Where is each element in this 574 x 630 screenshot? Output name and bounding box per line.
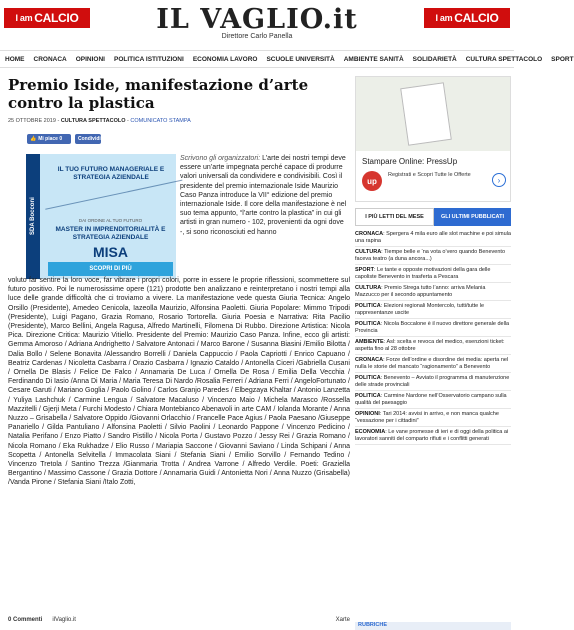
chevron-right-icon[interactable]: › [492,173,506,187]
news-text: : Nicola Boccalone è il nuovo direttore generale della Provincia [355,320,510,334]
news-text: : Carmine Nardone nell’Osservatorio campano sulla qualità del paesaggio [355,392,507,406]
site-subtitle: Direttore Carlo Panella [221,33,293,40]
source-label: ilVaglio.it [52,617,76,623]
news-text: : Tiempe belle e ‘na vota o’vero quando Benevento faceva teatro (a duna ancora...) [355,248,506,262]
list-item[interactable] [355,283,511,301]
ad-cta-button[interactable]: SCOPRI DI PIÙ [48,262,173,276]
pressup-desc: Registrati e Scopri Tutte le Offerte [388,172,471,178]
list-item[interactable] [355,229,511,247]
ad-brand: SDA Bocconi [26,154,40,279]
pressup-logo: up [362,171,382,191]
news-category: POLITICA [355,320,381,327]
news-text: : Le vane promesse di ieri e di oggi della politica ai lavoratori sanniti del comparto rifiuti e i conflitti generati [355,428,509,442]
site-logo[interactable]: IL VAGLIO.it [156,4,358,35]
news-text: : Benevento – Avviato il programma di manutenzione delle strade provinciali [355,374,510,388]
share-label: Condividi [78,136,101,142]
site-header [0,0,514,44]
article-title: Premio Iside, manifestazione d’arte contro la plastica [8,76,309,112]
nav-cultura[interactable]: CULTURA SPETTACOLO [465,55,543,63]
list-item[interactable] [355,373,511,391]
ad-image [356,77,510,151]
nav-economia[interactable]: ECONOMIA LAVORO [192,55,258,63]
news-text: : Le tante e opposte motivazioni della gara delle capoliste Benevento in trasferta a Pescara [355,266,491,280]
news-text: : Premio Strega tutto l’anno: arriva Melania Mazzucco per il secondo appuntamento [355,284,486,298]
article-type[interactable]: COMUNICATO STAMPA [130,118,191,124]
news-category: AMBIENTE [355,338,384,345]
list-item[interactable] [355,409,511,427]
tab-most-read[interactable]: I PIÙ LETTI DEL MESE [355,208,434,226]
nav-sport[interactable]: SPORT [551,55,574,63]
meta-separator: - [57,118,60,124]
article-intro [180,154,350,237]
list-item[interactable] [355,301,511,319]
article-category[interactable]: CULTURA SPETTACOLO [60,118,126,124]
news-category: CRONACA [355,356,384,363]
nav-cronaca[interactable]: CRONACA [33,55,67,63]
nav-home[interactable]: HOME [5,55,25,63]
calcio-promo-right[interactable] [424,8,510,28]
facebook-like-button[interactable] [27,134,71,144]
thumb-icon: 👍 [30,136,37,142]
news-category: ECONOMIA [355,428,386,435]
list-item[interactable] [355,337,511,355]
sidebar-tabs [355,208,511,226]
pressup-title[interactable]: Stampare Online: PressUp [362,157,458,166]
ad-name: MISA [93,244,128,260]
ad-course: MASTER IN IMPRENDITORIALITÀ E STRATEGIA AZIENDALE [55,226,166,241]
bocconi-ad[interactable] [26,154,176,279]
ad-sub: DAI ORDINE AL TUO FUTURO [78,218,143,223]
news-text: : Asl: scelta e revoca del medico, esenzioni ticket: aspetta fino al 28 ottobre [355,338,505,352]
nav-opinioni[interactable]: OPINIONI [75,55,105,63]
nav-solidarieta[interactable]: SOLIDARIETÀ [412,55,457,63]
article-footer [8,614,350,626]
nav-ambiente[interactable]: AMBIENTE SANITÀ [343,55,404,63]
news-category: CULTURA [355,248,382,255]
news-category: POLITICA [355,392,381,399]
intro-quote-label: Scrivono gli organizzatori: [180,155,261,162]
news-list [355,229,511,445]
rubriche-header: RUBRICHE [355,622,511,630]
promo-prefix: I am [15,13,33,23]
pressup-ad[interactable] [355,76,511,202]
ad-headline: IL TUO FUTURO MANAGERIALE E STRATEGIA AZIENDALE [57,166,165,181]
list-item[interactable] [355,427,511,445]
news-category: CRONACA [355,230,384,237]
list-item[interactable] [355,391,511,409]
list-item[interactable] [355,319,511,337]
promo-word: CALCIO [34,11,79,25]
book-icon [400,82,452,146]
main-nav [0,50,574,68]
promo-prefix: I am [435,13,453,23]
news-category: CULTURA [355,284,382,291]
news-category: SPORT [355,266,374,273]
like-label: Mi piace 0 [38,136,63,142]
article-meta [8,118,191,124]
meta-separator: - [127,118,129,124]
news-text: : Forze dell’ordine e disordine dei media: aperta nel nulla le storie del mancato “ragionamento” a Benevento [355,356,509,370]
share-link[interactable]: Xarte [335,617,350,623]
list-item[interactable] [355,247,511,265]
list-item[interactable] [355,265,511,283]
news-category: POLITICA [355,302,381,309]
nav-scuole[interactable]: SCUOLE UNIVERSITÀ [266,55,335,63]
news-category: OPINIONI [355,410,380,417]
promo-word: CALCIO [454,11,499,25]
article-body: voluto far sentire la loro voce, far vibrare i propri colori, porre in essere le proprie riflessioni, scommettere sul futuro positivo. Poi le numerosissime opere (121) prodotte ben analizzano e reinterpretano i nostri tempi alla luce delle grande difficoltà che ci troviamo a vivere. La manifestazione vede questa Giuria Tecnica: Angelo Orsillo (Presidente), Amedeo Cenicola, Iazeolla Maurizio, Alfonsina Paoletti. Giuria Popolare: Mimmo Tripodi (Presidente), Luigi Pagano, Grazia Romano, Rosario Tortorella. Giuria Poesia e Narrativa: Rita Pacilio (Presidente), Marco Bellini, Angela Ragusa, Alfredo Martinelli, Filomena Di Rubbo. Direzione Artistica: Nicola Pica. Direzione Critica: Maurizio Vitiello. Presidente del Premio: Maurizio Caso Panza. Infine, ecco gli artisti: Gemma Amoroso / Adriana Andrighetto / Salvatore Antonaci / Marco Barone / Susanna Biasini /Emilio Bilotta / Dalia Bollo / Selene Bonavita /Alessandro Borrelli / Daniela Cappuccio / Paola Capriotti / Enrico Capuano / Beatriz Cardenas / Nicoletta Casbarra / Orazio Casbarra / Ignazio Cataldo / Antonella Ciceri /Gabriella Cusani / Ornella De Blasis / Felice De Falco / Annamaria De Luca / Ornella De Rosa / Emilia Della Vecchia / Ferdinando Di Iasio /Anna Di Maria / Maria Teresa Di Nardo /Rosalia Ferreri / Adriana Ferri / AngeloFortunato / Cesare Garuti / Mariano Goglia / Paolo Golino / Carlos Granjo Paredes / Elbegzaya Khaltar / Antonio Lanzetta / Yuliya Lashchuk / Carmine Lengua / Salvatore Macaluso / Vincenzo Maio / Michela Marasco /Rossella Mazzitelli / Gjerji Meta / Furchi Modesto / Chiara Montebianco Abenavoli in arte CAM / Iolanda Morante / Anna Nuzzo – Grisabella / Salvatore Oppido /Giovanni Orlacchio / Francelle Pace Agius / Paola Paesano /Giuseppe Panariello / Gilda Pantuliano / Alfonsina Paoletti / Silvio Paolini / Leonardo Pappone / Vincenzo Pedicino / Natalia Perifano / Enzo Piatto / Sandro Pistillo / Nicola Porta / Gustavo Pozzo / Jessy Rei / Grazia Romano / Nicola Romano / Eka Rukhadze / Elio Russo / Mariapia Saccone / Giovanni Saviano / Linda Schipani / Anna Scopetta / Antonella Selvitella / Immacolata Siani / Stefania Siani / Emilio Sorvillo / Fernando Tedino / Vincenzo Tretola / Santino Trezza /Gianmaria Trotta / Andrea Varrone / Alfredo Verdile. Poeti: Graziella Bergantino / Massimo Cassone / Grazia Dottore / Annamaria Guidi / Antonietta Nori / Anna Nuzzo (Grisabella) /Vanda Pirone / Stefania Siani /Italo Zotti, [8,277,350,487]
news-text: : Elezioni regionali Montercolo, tutti/tutte le rappresentanze uscite [355,302,485,316]
news-text: : Tari 2014: avvisi in arrivo, e non manca qualche “vessazione per i cittadini” [355,410,499,424]
nav-politica[interactable]: POLITICA ISTITUZIONI [114,55,184,63]
news-category: POLITICA [355,374,381,381]
facebook-share-button[interactable] [75,134,101,144]
news-text: : Spergera 4 mila euro alle slot machine e poi simula una rapina [355,230,511,244]
comments-link[interactable]: 0 Commenti [8,617,43,623]
article-date: 25 OTTOBRE 2019 [8,118,56,124]
tab-latest[interactable]: GLI ULTIMI PUBBLICATI [434,208,511,226]
list-item[interactable] [355,355,511,373]
intro-text: L’arte dei nostri tempi deve essere un’arte impegnata perché capace di produrre valori universali da condividere e condivisibili. Così il presidente del premio internazionale Iside Maurizio Caso Panza introduce la VII° edizione del premio internazionale Iside. Il core della manifestazione è nel suo tema appunto, “l’arte contro la plastica” in cui gli artisti in gran numero - 102, provenienti da ogni dove -, si sono riconosciuti ed hanno [180,155,347,236]
